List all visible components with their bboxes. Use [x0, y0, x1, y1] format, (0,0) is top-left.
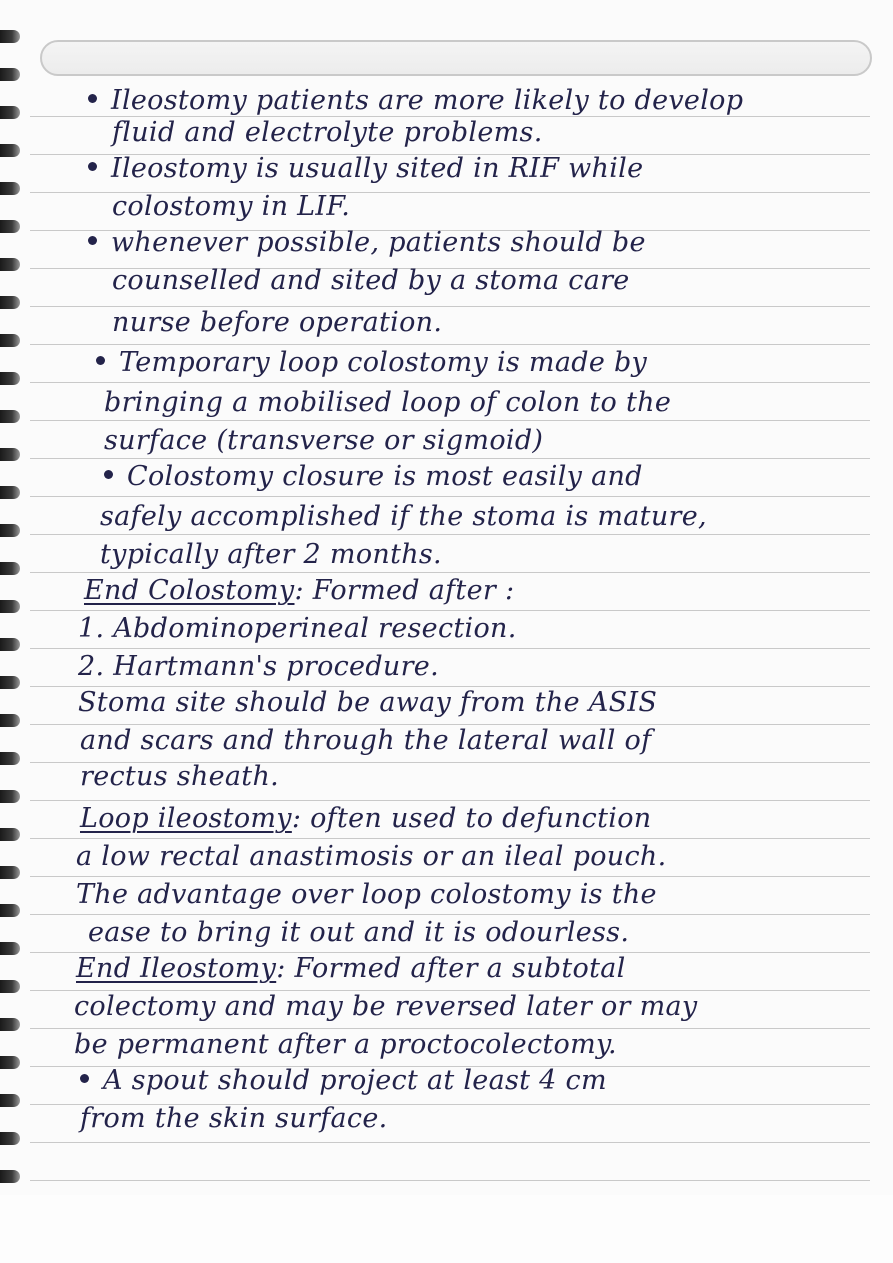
note-text: typically after 2 months.	[100, 539, 442, 570]
note-text: : often used to defunction	[291, 803, 652, 834]
note-text: A spout should project at least 4 cm	[103, 1065, 607, 1096]
numbered-item: 1. Abdominoperineal resection.	[78, 613, 517, 644]
note-text: Ileostomy patients are more likely to develop	[111, 85, 744, 116]
note-text: Stoma site should be away from the ASIS	[78, 687, 658, 718]
note-text: colectomy and may be reversed later or may	[74, 991, 698, 1022]
note-text: a low rectal anastimosis or an ileal pouch.	[76, 841, 667, 872]
note-line	[88, 916, 629, 950]
note-text: and scars and through the lateral wall of	[80, 725, 652, 756]
note-text: from the skin surface.	[80, 1103, 388, 1134]
note-text: nurse before operation.	[112, 307, 443, 338]
note-line	[112, 116, 543, 150]
note-line	[88, 84, 743, 118]
note-text: : Formed after :	[294, 575, 515, 606]
note-line	[80, 1102, 388, 1136]
bullet-dot	[104, 470, 113, 479]
bullet-dot	[80, 1074, 89, 1083]
note-line	[96, 346, 647, 380]
note-text: fluid and electrolyte problems.	[112, 117, 543, 148]
note-text: The advantage over loop colostomy is the	[76, 879, 657, 910]
note-text: whenever possible, patients should be	[111, 227, 646, 258]
note-text: be permanent after a proctocolectomy.	[74, 1029, 617, 1060]
bullet-dot	[88, 94, 97, 103]
note-line	[104, 424, 543, 458]
numbered-item: 2. Hartmann's procedure.	[78, 651, 439, 682]
note-line	[76, 840, 666, 874]
bullet-dot	[88, 162, 97, 171]
note-line	[76, 952, 626, 986]
note-text: Temporary loop colostomy is made by	[119, 347, 648, 378]
note-text: bringing a mobilised loop of colon to the	[104, 387, 672, 418]
note-text: Colostomy closure is most easily and	[127, 461, 643, 492]
note-line	[80, 760, 279, 794]
note-line	[88, 226, 646, 260]
note-line	[78, 612, 517, 646]
note-line	[100, 538, 442, 572]
note-text: counselled and sited by a stoma care	[112, 265, 630, 296]
note-line	[100, 500, 707, 534]
note-text: surface (transverse or sigmoid)	[104, 425, 544, 456]
note-text: rectus sheath.	[80, 761, 280, 792]
note-line	[78, 650, 439, 684]
note-line	[84, 574, 514, 608]
note-text: safely accomplished if the stoma is mature,	[100, 501, 707, 532]
note-line	[112, 264, 630, 298]
note-line	[76, 878, 657, 912]
note-line	[80, 802, 651, 836]
note-line	[80, 1064, 607, 1098]
note-line	[80, 724, 651, 758]
note-line	[88, 152, 643, 186]
note-line	[104, 460, 643, 494]
note-text: Ileostomy is usually sited in RIF while	[111, 153, 644, 184]
note-line	[104, 386, 671, 420]
section-heading: End Ileostomy	[76, 953, 277, 984]
note-text: colostomy in LIF.	[112, 191, 351, 222]
section-heading: Loop ileostomy	[80, 803, 292, 834]
bullet-dot	[88, 236, 97, 245]
note-line	[74, 1028, 617, 1062]
section-heading: End Colostomy	[84, 575, 295, 606]
note-text: ease to bring it out and it is odourless.	[88, 917, 630, 948]
note-line	[112, 190, 350, 224]
note-line	[74, 990, 697, 1024]
note-line	[78, 686, 657, 720]
note-text: : Formed after a subtotal	[276, 953, 626, 984]
note-line	[112, 306, 442, 340]
bullet-dot	[96, 356, 105, 365]
